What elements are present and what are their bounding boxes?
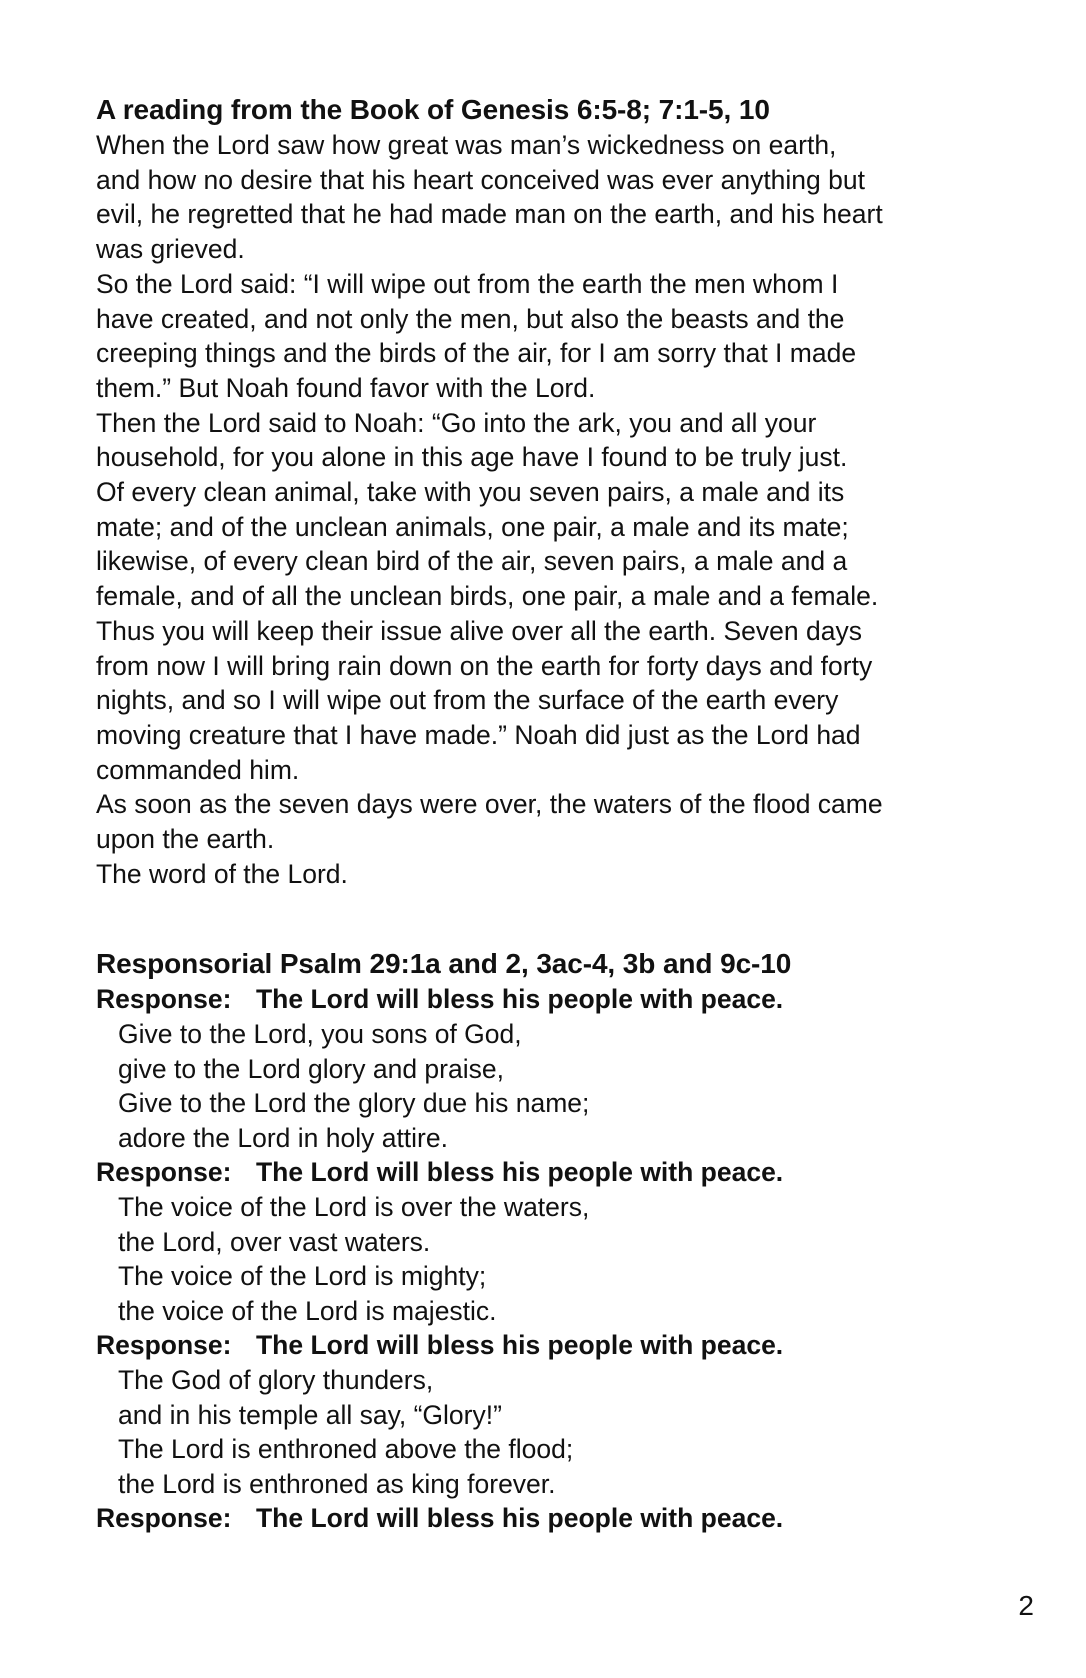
reading-line: upon the earth. [96,824,275,855]
response-label: Response: [96,1503,232,1534]
response-label: Response: [96,1330,232,1361]
psalm-verse-line: the voice of the Lord is majestic. [118,1295,497,1326]
reading-line: have created, and not only the men, but also the beasts and the [96,303,845,334]
psalm-response [96,982,1016,1017]
psalm-verse-line: The God of glory thunders, [118,1365,434,1396]
reading-line: evil, he regretted that he had made man on the earth, and his heart [96,199,883,230]
psalm-verse-line: the Lord is enthroned as king forever. [118,1468,556,1499]
reading-line: So the Lord said: “I will wipe out from the earth the men whom I [96,268,839,299]
reading-closing: The word of the Lord. [96,858,348,889]
reading-line: mate; and of the unclean animals, one pair, a male and its mate; [96,511,849,542]
response-text: The Lord will bless his people with peace. [256,1330,784,1361]
reading-line: As soon as the seven days were over, the waters of the flood came [96,789,883,820]
psalm-response [96,1328,1016,1363]
response-text: The Lord will bless his people with peace. [256,1157,784,1188]
psalm-verse-line: adore the Lord in holy attire. [118,1122,448,1153]
response-text: The Lord will bless his people with peace. [256,1503,784,1534]
reading-line: moving creature that I have made.” Noah did just as the Lord had [96,719,861,750]
reading-line: them.” But Noah found favor with the Lord. [96,372,596,403]
reading-line: creeping things and the birds of the air, for I am sorry that I made [96,338,857,369]
psalm-verse-line: the Lord, over vast waters. [118,1226,431,1257]
psalm-response [96,1501,1016,1536]
reading-line: nights, and so I will wipe out from the surface of the earth every [96,685,839,716]
psalm-verse-line: and in his temple all say, “Glory!” [118,1399,502,1430]
psalm-verse-line: The Lord is enthroned above the flood; [118,1434,574,1465]
page-number: 2 [1018,1590,1034,1621]
response-text: The Lord will bless his people with peace. [256,984,784,1015]
psalm-verse-line: give to the Lord glory and praise, [118,1053,504,1084]
response-label: Response: [96,1157,232,1188]
reading-title: A reading from the Book of Genesis 6:5-8; 7:1-5, 10 [96,94,770,125]
psalm-verse-line: Give to the Lord the glory due his name; [118,1088,590,1119]
reading-line: Thus you will keep their issue alive over all the earth. Seven days [96,615,862,646]
psalm-title: Responsorial Psalm 29:1a and 2, 3ac-4, 3b and 9c-10 [96,948,792,980]
reading-line: was grieved. [96,234,245,265]
section-spacer [96,891,1016,946]
reading-line: and how no desire that his heart conceived was ever anything but [96,164,865,195]
reading-line: When the Lord saw how great was man’s wickedness on earth, [96,130,837,160]
reading-body [96,128,1016,891]
reading-line: Then the Lord said to Noah: “Go into the ark, you and all your [96,407,817,438]
psalm-body [96,982,1016,1536]
psalm-response [96,1155,1016,1190]
reading-line: household, for you alone in this age have I found to be truly just. [96,442,848,473]
reading-line: Of every clean animal, take with you seven pairs, a male and its [96,477,845,508]
reading-line: from now I will bring rain down on the earth for forty days and forty [96,650,873,681]
reading-line: commanded him. [96,754,300,785]
psalm-verse-line: The voice of the Lord is over the waters, [118,1192,590,1223]
response-label: Response: [96,984,232,1015]
page-content [96,86,1016,1536]
psalm-verse-line: Give to the Lord, you sons of God, [118,1019,522,1050]
psalm-verse-line: The voice of the Lord is mighty; [118,1261,487,1292]
reading-line: likewise, of every clean bird of the air, seven pairs, a male and a [96,546,848,577]
reading-line: female, and of all the unclean birds, one pair, a male and a female. [96,581,879,612]
